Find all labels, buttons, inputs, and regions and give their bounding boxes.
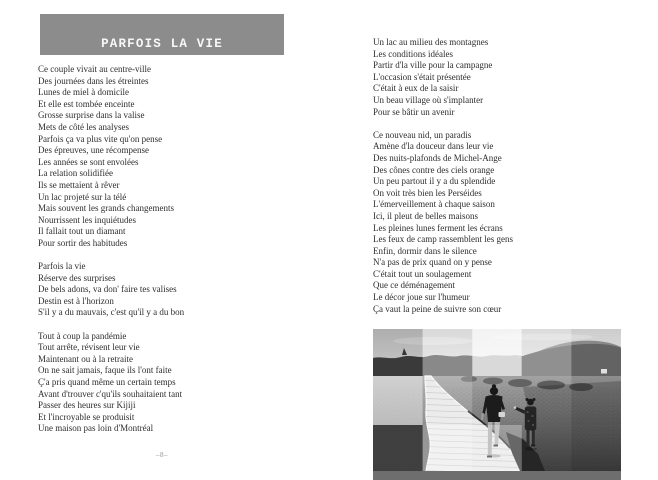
poem-line: Tout à coup la pandémie [38,330,127,341]
poem-line: Parfois la vie [38,261,86,272]
poem-line: L'émerveillement à chaque saison [373,199,495,210]
poem-line: Ils se mettaient à rêver [38,179,120,190]
stanza-3 [38,331,184,435]
poem-line: Mets de côté les analyses [38,121,129,132]
landscape-photo-svg [373,329,621,480]
poem-line: Les conditions idéales [373,48,453,59]
poem-line: Les pleines lunes ferment les écrans [373,222,503,233]
poem-line: Ici, il pleut de belles maisons [373,210,478,221]
left-poem [38,64,184,447]
poem-line: Partir d'la ville pour la campagne [373,60,493,71]
poem-line: On ne sait jamais, faque ils l'ont faite [38,365,172,376]
poem-line: Ce couple vivait au centre-ville [38,64,151,74]
poem-line: Tout arrête, révisent leur vie [38,342,140,353]
poem-line: Pour sortir des habitudes [38,237,128,248]
poem-line: Des cônes contre des ciels orange [373,164,495,175]
poem-line: Ç'a pris quand même un certain temps [38,377,176,388]
poem-line: Réserve des surprises [38,272,116,283]
poem-line: Des journées dans les étreintes [38,75,149,86]
poem-line: Un beau village où s'implanter [373,94,484,105]
stanza-4 [373,37,513,118]
page-number: –8– [156,451,168,459]
poem-line: Lunes de miel à domicile [38,87,129,98]
poem-line: Grosse surprise dans la valise [38,110,145,121]
poem-line: Il fallait tout un diamant [38,226,126,237]
poem-line: Avant d'trouver c'qu'ils souhaitaient tant [38,388,183,399]
stanza-5 [373,130,513,316]
poem-line: Passer des heures sur Kijiji [38,400,136,411]
poem-line: Un lac au milieu des montagnes [373,37,489,47]
poem-line: Des épreuves, une récompense [38,145,149,156]
poem-line: S'il y a du mauvais, c'est qu'il y a du bon [38,307,185,318]
poem-line: Ça vaut la peine de suivre son cœur [373,303,502,314]
poem-line: Nourrissent les inquiétudes [38,214,136,225]
poem-line: Des nuits-plafonds de Michel-Ange [373,152,502,163]
poem-line: Les années se sont envolées [38,156,139,167]
poem-line: Le décor joue sur l'humeur [373,292,470,303]
poem-line: Amène d'la douceur dans leur vie [373,141,494,152]
landscape-photo [373,329,621,480]
poem-line: Parfois ça va plus vite qu'on pense [38,133,163,144]
poem-line: C'était à eux de la saisir [373,83,459,94]
poem-line: Ce nouveau nid, un paradis [373,129,472,140]
right-poem [373,37,513,327]
poem-line: Les feux de camp rassemblent les gens [373,234,513,245]
poem-line: L'occasion s'était présentée [373,71,471,82]
poem-line: Et l'incroyable se produisit [38,411,135,422]
poem-line: Destin est à l'horizon [38,295,114,306]
poem-line: Que ce déménagement [373,280,455,291]
poem-line: La relation solidifiée [38,168,113,179]
poem-line: Et elle est tombée enceinte [38,98,135,109]
stanza-1 [38,64,184,250]
poem-line: Un peu partout il y a du splendide [373,176,496,187]
poem-line: Enfin, dormir dans le silence [373,245,477,256]
poem-line: Mais souvent les grands changements [38,203,174,214]
photo-caption-strip [373,471,621,480]
poem-title: PARFOIS LA VIE [101,37,223,51]
poem-line: C'était tout un soulagement [373,268,472,279]
poem-line: Maintenant ou à la retraite [38,353,133,364]
poem-line: On voit très bien les Perséides [373,187,482,198]
poem-title-box [40,14,284,55]
stanza-2 [38,261,184,319]
poem-line: De bels adons, va don' faire tes valises [38,284,177,295]
poem-line: N'a pas de prix quand on y pense [373,257,492,268]
poem-line: Une maison pas loin d'Montréal [38,423,154,434]
poem-line: Un lac projeté sur la télé [38,191,127,202]
poem-line: Pour se bâtir un avenir [373,106,455,117]
